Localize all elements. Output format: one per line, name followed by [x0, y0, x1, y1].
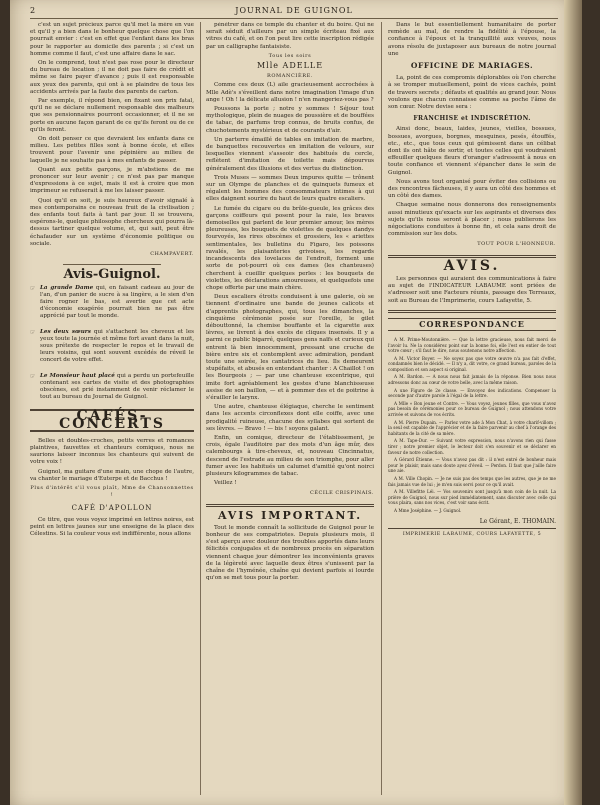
- newspaper-page: [10, 0, 582, 805]
- paragraph: Dans le but essentiellement humanitaire de porter remède au mal, de rendre la fidélité à l'épouse, la confiance à l'époux et la tranquillité aux veuves, nous avons résolu de juxtaposer aux bureaux de notre journal une: [388, 22, 556, 57]
- paragraph: La, point de ces compromis déplorables où l'on cherche à se tromper mutuellement, point de vices cachés, point de travers secrets ; défauts et qualités au grand jour. Nous voulons que chacun connaisse comme sa poche l'âme de son cœur. Notre devise sera :: [388, 75, 556, 111]
- avis-item-text: qui, en faisant cadeau au jour de l'an, d'un panier de sucre à sa lingère, a le sien d'en faire rogner le bas, est avertie que cet acte d'économie exagérée pourrait bien ne pas être apprécié par tout le monde.: [40, 284, 194, 320]
- correspondance-item: A Mme Joséphine. — J. Guignol.: [394, 507, 462, 513]
- avis-item: [30, 329, 194, 365]
- paragraph: Veillez !: [214, 480, 237, 487]
- avis-important-title: AVIS IMPORTANT.: [217, 508, 363, 522]
- paragraph: Nous avons tout organisé pour éviter des collisions ou des rencontres fâcheuses, il y aura un côté des hommes et un côté des dames.: [388, 178, 556, 200]
- correspondance-item: A M. Victor Boyer. — Ne soyez pas que votre œuvre n'a pas fait d'effet, condamnés bien le décidé. — Il n'y a, dit votre, ce grand bureau, paroles de la composition et son aspect si original.: [388, 355, 556, 372]
- paragraph: Ce titre, que vous voyez imprimé en lettres noires, est peint en lettres jaunes sur une enseigne de la place des Célestins. Si la couleur vous est indifférente, nous allons: [30, 516, 194, 537]
- journal-title: JOURNAL DE GUIGNOL: [235, 6, 353, 15]
- section-divider: [63, 264, 161, 265]
- paragraph: Poussons la porte ; notre y sommes ! Séjour tout mythologique, plein de nuages de poussière et de bouffées de tabac, de parfums trop connus, de bruits confus, de chuchotements mystérieux et de courants d'air.: [206, 106, 374, 134]
- correspondance-item: A M. Villefitte Léi. — Vos souvenirs sont jusqu'à mon coin de la nuit. La prière de Guignol, nous sur pied immédiatement, sans discuter avec celle qui vous plaira, sans nos vices, c'est voir sans écrit.: [388, 489, 556, 506]
- pointing-hand-icon: ☞: [30, 284, 36, 292]
- pointing-hand-icon: ☞: [30, 328, 36, 336]
- paragraph: Quoi qu'il en soit, je suis heureux d'avoir signalé à mes contemporains ce nouveau fruit de la civilisation ; des enfants tout faits à tant par jour. Il se trouvera, espérons-le, quelque philosophe chercheux qui pourra là-dessus tartiner quelque volume, et, qui sait, peut être échafauder sur un système d'économie politique ou sociale.: [30, 197, 194, 247]
- section-divider: [206, 504, 374, 507]
- column-1: [30, 22, 194, 797]
- avis-item-text: qui a perdu un portefeuille contenant ses cartes de visite et des photographies obscènes, est prié instamment de venir réclamer le tout au bureau du Journal de Guignol.: [40, 372, 194, 401]
- book-spine: [564, 0, 582, 805]
- correspondance-item: A Gérard Étienne. — Vous n'avez pas dit : il n'est entré de bonheur mais pour le plaisir, mais sans doute ayez d'éveil. — Perdon. Il faut que j'aille faire une aie.: [388, 457, 556, 474]
- avis-item-lead: La grande Dame: [40, 284, 94, 291]
- paragraph: pénétrer dans ce temple du chanter et du boire. Qui ne serait séduit d'ailleurs par un simple écriteau fixé aux vitres du café, et on l'on peut lire cette inscription rédigée par un calligraphe fantaisiste.: [206, 22, 374, 50]
- cafe-apollon-title: CAFÉ D'APOLLON: [71, 504, 153, 513]
- paragraph: Deux escaliers étroits conduisent à une galerie, où se tiennent d'ordinaire une bande de jeunes calicots et d'apprentis photographes, qui, tous les dimanches, la cinquième cérémonie posée sur l'oreille, le gilet débouttonné, la chemise bouffante et la cigarette aux lèvres, se livrent à des excès de cliques insensés. Il y a parmi ce public bigarré, quelques gens naïfs et curieux qui entrent là bien innocemment, pressant une cruche de bière entre six et contemplent avec admiration, pendant toute une soirée, les cantatrices du lieu. Ils demeurent stupéfaits, et abusés en entendant chanter : A Chaillot ! on les Bourgeois ; — par une chanteuse excentrique, qui imite fort agréablement les gestes d'une blanchisseuse assise de son baillon, — et à pommer des et de poitrine à s'érailler le larynx.: [206, 294, 374, 401]
- paragraph: On doit penser ce que devraient les enfants dans ce milieu. Les petites filles sont à bonne école, et elles trouvent pour l'avenir une pépinière au milieu de laquelle je ne souhaite pas à mes enfants de passer.: [30, 136, 194, 164]
- column-rule: [381, 22, 382, 795]
- correspondance-item: A M. Pierre Dupain. — Parlez votre ade à Mon Chat, à votre charif-villom ; la seul est capable de l'apprécier et de la faire parvenir au chef à l'orange des habitants de la cité de sa mère.: [388, 419, 556, 436]
- article-signature: CÉCILE CRISPINAIS.: [310, 490, 374, 497]
- paragraph: Par exemple, il répond bien, en fixant son prix fatal, qu'il ne se déclare nullement responsable des malheurs que ses pensionnaires pourront occasionner, et il ne se porte en aucune façon garant de ce qu'ils feront ou de ce qu'ils feront.: [30, 98, 194, 133]
- avis-guignol-title: Avis-Guignol.: [63, 267, 161, 283]
- correspondance-item: A M. Tape-Dur. — Suivant votre expression, nous n'avons rien qui fasse tirer ; notre premier objet, le lecteur doit s'en souvenir et se déclarer en faveur de notre collection.: [388, 438, 556, 455]
- paragraph: Belles et doubles-croches, petits verres et romances plaintives, fauvettes et chanteurs comiques, nous ne saurions laisser inconnus les chanteurs qui suivent de votre voix !: [30, 437, 194, 466]
- column-2: [206, 22, 374, 797]
- paragraph: On le comprend, tout n'est pas rose pour le directeur du bureau de location ; il ne doit pas faire de crédit et même se faire payer d'avance ; puis il est responsable aux yeux des parents, qui ont à se plaindre de tous les accidents arrivés par la faute des parents de carton.: [30, 60, 194, 95]
- paragraph: Quant aux petits garçons, je m'abstiens de me prononcer sur leur avenir ; ce n'est pas par manque d'expressions à ce sujet, mais il est à croire que mon imprimeur se refuserait à me les laisser passer.: [30, 166, 194, 195]
- paragraph: Le fumée du cigare ou du brûle-gueule, les grâces des garçons coiffeurs qui posent pour la raie, les braves demoiselles qui parlent de leur premier amour, les mères pleureuses, les bouquets de violettes de quelques dandys fourvoyés, les rires obscènes et grossiers, les « ariettes sentimentales, les bulletins du Figaro, les poissons ravalés, les plaisanteries grivoises, les regards incandescents des lovelaces de l'endroit, forment une sorte de pot-pourri où ces dames (les chanteuses) cherchent à cueillir quelques perles : les bouquets de violettes, les déclarations amoureuses, et quelquefois une chope offerte par une main chère.: [206, 205, 374, 291]
- avis-item-lead: Les deux sœurs: [40, 328, 91, 335]
- performer-name: Mlle ADELLE: [256, 61, 324, 71]
- correspondance-item: A M. Ville Chopin. — Je ne suis pas des temps que les autres, que je ne me fais jamais vue de lui ; je m'en suis servi pour ce qu'il avait.: [388, 475, 556, 487]
- paragraph: Les personnes qui auraient des communications à faire au sujet de l'INDICATEUR LABAUME sont priées de s'adresser soit une Facteurs réunis, passage des Terreaux, soit au Bureau de l'Imprimerie, cours Lafayette, 5.: [388, 275, 556, 304]
- correspondance-item: A M. Bardon. — A nous nous fait jamais de la réponse. Bien nous nous adressons donc au cœur de votre belle, avec la même raison.: [388, 374, 556, 386]
- column-rule: [200, 22, 201, 795]
- avis-title: AVIS.: [443, 257, 501, 274]
- paragraph: Chaque semaine nous donnerons des renseignements aussi minutieux qu'exacts sur les aspirants et diverses des sujets qu'ils nous seront à placer ; nous publierons les négociations conduites à bonne fin, et cela sans droit de commission sur les dots.: [388, 202, 556, 238]
- cafes-note: Plus d'intérêt s'il vous plaît, Mme de Chansonnettes !: [30, 484, 194, 499]
- small-heading: Tous les soirs: [268, 52, 312, 59]
- avis-item: [30, 373, 194, 402]
- paragraph: Comme ces deux (L) aile gracieusement accrochées à Mlle Adè's s'éveillent dans notre imagination l'image d'un ange ! Oh ! la délicate allusion ! n'en mangeriez-vous pas ?: [206, 82, 374, 103]
- paragraph: Une autre, chanteuse élégiaque, cherche le sentiment dans les accents circonflexes dont elle coiffe, avec une prodigalité ruineuse, chacune des syllabes qui sortent de ses lèvres. — Bravo ! — bis ! soyons galant.: [206, 404, 374, 432]
- article-paragraphs: [30, 22, 194, 248]
- paragraph: Enfin, un comique, directeur de l'établissement, je crois, égale l'auditoire par des mots d'un âge mûr, des calembourgs à tire-cheveux, et, nouveau Cincinnatus, descend de l'estrade au milieu de son triomphe, pour aller fumer avec les habitués un calumet d'amitié qu'ont noirci plusieurs kilogrammes de tabac.: [206, 434, 374, 477]
- avis-item: [30, 285, 194, 321]
- article-signature: CHAMPAVERT.: [150, 251, 194, 258]
- performer-role: ROMANCIÈRE.: [266, 73, 314, 80]
- correspondance-item: A Mlle « Bon jeune et Contre. — Vous voyez, jeunes filles, que vous n'avez pas besoin de cérémonies pour ce bureau de Guignol ; nous attendons votre arrivée et suivons de vos écrits.: [388, 400, 556, 418]
- page-number: 2: [30, 6, 37, 15]
- avis-item-text: qui s'attachent les cheveux et les yeux toute la journée et même fort avant dans la nuit, sous prétexte de respecter le repos et le travail de leurs voisins, qui sont souvent excédés de réveil le concert de votre effet.: [40, 328, 194, 364]
- printer-imprint: IMPRIMERIE LABAUME, COURS LAFAYETTE, 5: [388, 528, 556, 538]
- pointing-hand-icon: ☞: [30, 372, 36, 380]
- paragraph: Un parterre émaillé de tables en imitation de marbre, de banquettes recouvertes en imitation de velours, sur lesquelles viennent s'asseoir des habitués du cercle, reflètent d'imitation de toilette mais dépourvus généralement des illusions et des vertus du distinction.: [206, 136, 374, 172]
- correspondance-item: A une Figure de 2e classe. — Envoyez des indications. Compenser la seconde par d'autre parole à l'égal de la lettre.: [388, 387, 556, 399]
- cafes-concerts-title: CAFÉS-CONCERTS: [30, 409, 194, 431]
- section-signature: TOUT POUR L'HONNEUR.: [477, 241, 556, 248]
- paragraph: Ainsi donc, beaux, laides, jeunes, vieilles, bossues, bossues, avorgues, borgnes, mesquines, pesés, étouffés, etc., etc., que tous ceux qui gémissent dans un célibat dont ils ont hâte de sortir, et toutes celles qui voudraient effeuiller quelques fleurs d'oranger s'adressent à nous en toute confiance et viennent s'épancher dans le sein de Guignol.: [388, 126, 556, 176]
- avis-item-lead: Le Monsieur haut placé: [40, 372, 115, 379]
- paragraph: Guignol, ma guitare d'une main, une chope de l'autre, va chanter le mariage d'Euterpe et de Bacchus !: [30, 468, 194, 482]
- page-header: [30, 6, 558, 19]
- column-3: [388, 22, 556, 797]
- motto: FRANCHISE et INDISCRÉTION.: [413, 115, 531, 123]
- paragraph: c'est un sujet précieux parce qu'il met la mère en vue et qu'il y a bien dans le bonheur quelque chose que l'on pourrait envier : c'est en effet que l'enfant dans les bras pour le rapporter au domicile des parents ; si c'est un homme comme il faut, c'est une affaire dans le sac.: [30, 22, 194, 57]
- correspondance-title: CORRESPONDANCE: [388, 318, 556, 331]
- paragraph: Tout le monde connaît la sollicitude de Guignol pour le bonheur de ses compatriotes. Depuis plusieurs mois, il s'est aperçu avec douleur des troubles apportés dans leurs félicités conjugales et de nombreux procès en séparation viennent chaque jour démontrer les inconvénients graves de la légèreté avec laquelle deux êtres s'unissent par la chaîne de l'hyménée, chaîne qui devient parfois si lourde qu'on se met tous pour la porter.: [206, 524, 374, 582]
- gerant-signature: Le Gérant, E. THOMAIN.: [479, 517, 556, 525]
- correspondance-item: A M. Prime-Moutonnière. — Que la lettre gracieuse, nous fait merci de l'avoir lu. Ne la considérez point sur la bonne foi, elle l'est en entier de tout votre cœur ; s'il faut le dire, nous soutenons notre affection.: [388, 336, 556, 354]
- section-divider: [388, 310, 556, 313]
- officine-title: OFFICINE DE MARIAGES.: [410, 61, 534, 71]
- paragraph: Trois Muses — sommes Deux impures quitte — trônent sur un Olympe de planches et de quinquets fumeux et régalent les hommes des consommateurs intimes à qui elles daignent sourire du haut de leurs quatre escaliers.: [206, 174, 374, 203]
